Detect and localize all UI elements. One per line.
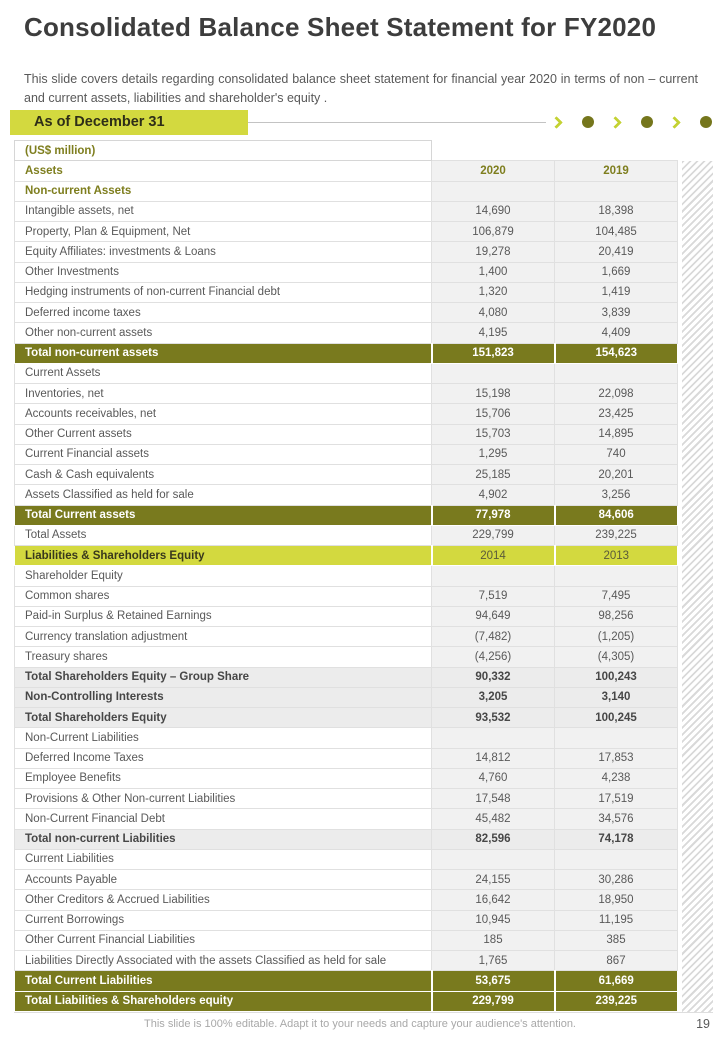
- table-row: [15, 384, 678, 404]
- table-row: [15, 485, 678, 505]
- row-label: Other Investments: [15, 262, 432, 282]
- value-2019: 154,623: [555, 343, 678, 363]
- value-2019: 4,409: [555, 323, 678, 343]
- value-2020: 16,642: [432, 890, 555, 910]
- value-2019: 740: [555, 444, 678, 464]
- value-2019: 1,669: [555, 262, 678, 282]
- table-row: [15, 849, 678, 869]
- value-2019: [555, 363, 678, 383]
- section-label: As of December 31: [10, 110, 248, 135]
- row-label: Currency translation adjustment: [15, 627, 432, 647]
- row-label: Total Shareholders Equity – Group Share: [15, 667, 432, 687]
- value-2020: 45,482: [432, 809, 555, 829]
- row-label: Non-Current Financial Debt: [15, 809, 432, 829]
- value-2020: 2020: [432, 161, 555, 181]
- row-label: Intangible assets, net: [15, 201, 432, 221]
- chevron-icon: [550, 116, 563, 129]
- value-2019: 1,419: [555, 282, 678, 302]
- value-2019: 30,286: [555, 870, 678, 890]
- value-2020: [432, 566, 555, 586]
- row-label: Current Financial assets: [15, 444, 432, 464]
- row-label: Employee Benefits: [15, 768, 432, 788]
- value-2020: 90,332: [432, 667, 555, 687]
- value-2020: [432, 849, 555, 869]
- table-row: [15, 606, 678, 626]
- value-2019: 100,245: [555, 708, 678, 728]
- value-2019: 14,895: [555, 424, 678, 444]
- value-2019: 100,243: [555, 667, 678, 687]
- value-2020: 14,812: [432, 748, 555, 768]
- row-label: Treasury shares: [15, 647, 432, 667]
- row-label: Cash & Cash equivalents: [15, 465, 432, 485]
- row-label: Total non-current assets: [15, 343, 432, 363]
- row-label: Liabilities Directly Associated with the assets Classified as held for sale: [15, 951, 432, 971]
- table-row: [15, 627, 678, 647]
- row-label: Current Assets: [15, 363, 432, 383]
- table-row: [15, 201, 678, 221]
- value-2020: 10,945: [432, 910, 555, 930]
- value-2020: 4,760: [432, 768, 555, 788]
- balance-sheet-body: [15, 141, 678, 1012]
- value-2020: 25,185: [432, 465, 555, 485]
- table-row: [15, 687, 678, 707]
- table-row: [15, 242, 678, 262]
- row-label: Current Borrowings: [15, 910, 432, 930]
- row-label: Non-current Assets: [15, 181, 432, 201]
- table-row: [15, 141, 678, 161]
- value-2020: 94,649: [432, 606, 555, 626]
- value-2020: 15,198: [432, 384, 555, 404]
- value-2019: 104,485: [555, 222, 678, 242]
- value-2019: 385: [555, 930, 678, 950]
- row-label: Shareholder Equity: [15, 566, 432, 586]
- value-2020: [432, 181, 555, 201]
- value-2019: [555, 849, 678, 869]
- row-label: Liabilities & Shareholders Equity: [15, 546, 432, 566]
- value-2020: 82,596: [432, 829, 555, 849]
- value-2020: 2014: [432, 546, 555, 566]
- value-2019: [555, 728, 678, 748]
- table-row: [15, 282, 678, 302]
- value-2020: 7,519: [432, 586, 555, 606]
- value-2020: 4,195: [432, 323, 555, 343]
- table-row: [15, 222, 678, 242]
- value-2020: 14,690: [432, 201, 555, 221]
- value-2019: 17,519: [555, 789, 678, 809]
- value-2019: 74,178: [555, 829, 678, 849]
- table-row: [15, 910, 678, 930]
- value-2020: 17,548: [432, 789, 555, 809]
- value-2019: 3,140: [555, 687, 678, 707]
- table-row: [15, 809, 678, 829]
- table-row: [15, 647, 678, 667]
- dot-icon: [700, 116, 712, 128]
- value-2020: 3,205: [432, 687, 555, 707]
- footer-note: This slide is 100% editable. Adapt it to your needs and capture your audience's attention.: [144, 1018, 576, 1030]
- table-row: [15, 667, 678, 687]
- value-2019: [555, 181, 678, 201]
- row-label: Current Liabilities: [15, 849, 432, 869]
- value-2019: 18,950: [555, 890, 678, 910]
- row-label: Inventories, net: [15, 384, 432, 404]
- row-label: Accounts Payable: [15, 870, 432, 890]
- table-row: [15, 870, 678, 890]
- row-label: Deferred Income Taxes: [15, 748, 432, 768]
- value-2020: 77,978: [432, 505, 555, 525]
- row-label: Assets Classified as held for sale: [15, 485, 432, 505]
- row-label: Hedging instruments of non-current Financial debt: [15, 282, 432, 302]
- table-row: [15, 991, 678, 1011]
- table-row: [15, 444, 678, 464]
- value-2020: 4,902: [432, 485, 555, 505]
- row-label: Equity Affiliates: investments & Loans: [15, 242, 432, 262]
- row-label: Other Current Financial Liabilities: [15, 930, 432, 950]
- row-label: Other Creditors & Accrued Liabilities: [15, 890, 432, 910]
- table-row: [15, 262, 678, 282]
- value-2019: 18,398: [555, 201, 678, 221]
- row-label: Total Current Liabilities: [15, 971, 432, 991]
- value-2019: 61,669: [555, 971, 678, 991]
- table-row: [15, 768, 678, 788]
- value-2019: 20,201: [555, 465, 678, 485]
- table-row: [15, 566, 678, 586]
- row-label: Paid-in Surplus & Retained Earnings: [15, 606, 432, 626]
- value-2019: (4,305): [555, 647, 678, 667]
- value-2019: 2019: [555, 161, 678, 181]
- row-label: Non-Controlling Interests: [15, 687, 432, 707]
- value-2019: 20,419: [555, 242, 678, 262]
- value-2019: [555, 141, 678, 161]
- row-label: Total Shareholders Equity: [15, 708, 432, 728]
- value-2019: 22,098: [555, 384, 678, 404]
- row-label: Other Current assets: [15, 424, 432, 444]
- value-2020: 93,532: [432, 708, 555, 728]
- chevron-icon: [669, 116, 682, 129]
- value-2019: 4,238: [555, 768, 678, 788]
- value-2020: (4,256): [432, 647, 555, 667]
- value-2019: 3,839: [555, 303, 678, 323]
- footer-divider: [14, 1012, 713, 1013]
- row-label: Total Liabilities & Shareholders equity: [15, 991, 432, 1011]
- value-2019: 239,225: [555, 525, 678, 545]
- table-row: [15, 829, 678, 849]
- row-label: Total Current assets: [15, 505, 432, 525]
- row-label: Common shares: [15, 586, 432, 606]
- table-row: [15, 789, 678, 809]
- table-row: [15, 748, 678, 768]
- table-row: [15, 890, 678, 910]
- value-2019: 11,195: [555, 910, 678, 930]
- value-2020: 19,278: [432, 242, 555, 262]
- table-row: [15, 728, 678, 748]
- row-label: Deferred income taxes: [15, 303, 432, 323]
- value-2020: (7,482): [432, 627, 555, 647]
- value-2020: 1,295: [432, 444, 555, 464]
- value-2020: 151,823: [432, 343, 555, 363]
- value-2020: [432, 728, 555, 748]
- table-row: [15, 951, 678, 971]
- row-label: Total Assets: [15, 525, 432, 545]
- row-label: Property, Plan & Equipment, Net: [15, 222, 432, 242]
- page-number: 19: [696, 1017, 710, 1031]
- table-row: [15, 525, 678, 545]
- value-2019: (1,205): [555, 627, 678, 647]
- value-2020: 1,400: [432, 262, 555, 282]
- dot-icon: [582, 116, 594, 128]
- row-label: Non-Current Liabilities: [15, 728, 432, 748]
- value-2020: 1,320: [432, 282, 555, 302]
- value-2020: 185: [432, 930, 555, 950]
- row-label: Total non-current Liabilities: [15, 829, 432, 849]
- row-label: Accounts receivables, net: [15, 404, 432, 424]
- value-2020: 1,765: [432, 951, 555, 971]
- table-row: [15, 404, 678, 424]
- value-2020: [432, 363, 555, 383]
- slide-subtitle: This slide covers details regarding consolidated balance sheet statement for financial year 2020 in terms of non – current and current assets, liabilities and shareholder's equity .: [24, 72, 698, 106]
- row-label: (US$ million): [15, 141, 432, 161]
- value-2020: 24,155: [432, 870, 555, 890]
- table-row: [15, 505, 678, 525]
- value-2019: 23,425: [555, 404, 678, 424]
- value-2019: 34,576: [555, 809, 678, 829]
- table-row: [15, 161, 678, 181]
- value-2019: 2013: [555, 546, 678, 566]
- table-row: [15, 971, 678, 991]
- table-row: [15, 586, 678, 606]
- value-2020: 106,879: [432, 222, 555, 242]
- table-row: [15, 343, 678, 363]
- value-2019: 3,256: [555, 485, 678, 505]
- dot-icon: [641, 116, 653, 128]
- page-title: Consolidated Balance Sheet Statement for FY2020: [24, 12, 657, 42]
- value-2020: 229,799: [432, 525, 555, 545]
- value-2019: 239,225: [555, 991, 678, 1011]
- value-2019: 17,853: [555, 748, 678, 768]
- value-2020: 229,799: [432, 991, 555, 1011]
- chevron-icon: [609, 116, 622, 129]
- table-row: [15, 181, 678, 201]
- table-row: [15, 546, 678, 566]
- value-2019: [555, 566, 678, 586]
- table-row: [15, 363, 678, 383]
- value-2020: 15,703: [432, 424, 555, 444]
- value-2020: 15,706: [432, 404, 555, 424]
- table-row: [15, 465, 678, 485]
- table-row: [15, 323, 678, 343]
- table-row: [15, 930, 678, 950]
- value-2020: 4,080: [432, 303, 555, 323]
- table-row: [15, 303, 678, 323]
- balance-sheet-table: [14, 140, 678, 1012]
- value-2019: 98,256: [555, 606, 678, 626]
- value-2019: 867: [555, 951, 678, 971]
- value-2019: 84,606: [555, 505, 678, 525]
- decor-strip: [552, 112, 712, 132]
- row-label: Assets: [15, 161, 432, 181]
- table-row: [15, 424, 678, 444]
- hatch-decoration: [682, 161, 713, 1012]
- connector-line: [248, 122, 546, 123]
- table-row: [15, 708, 678, 728]
- value-2020: [432, 141, 555, 161]
- row-label: Other non-current assets: [15, 323, 432, 343]
- value-2019: 7,495: [555, 586, 678, 606]
- value-2020: 53,675: [432, 971, 555, 991]
- row-label: Provisions & Other Non-current Liabilities: [15, 789, 432, 809]
